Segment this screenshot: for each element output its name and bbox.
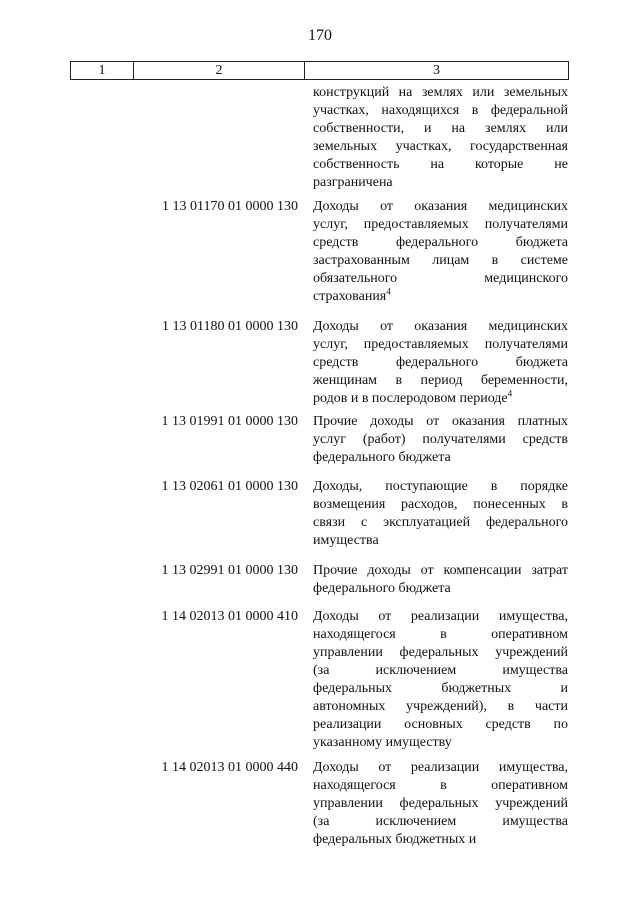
column-header-2: 2: [134, 62, 305, 80]
column-header-1: 1: [71, 62, 134, 80]
budget-code: 1 14 02013 01 0000 410: [161, 609, 298, 624]
description-line: земельных участках, государственная: [313, 139, 568, 154]
income-description: [313, 318, 568, 408]
description-line: федеральных бюджетных и: [313, 832, 477, 847]
description-line: связи с эксплуатацией федерального: [313, 515, 568, 530]
description-line: Доходы от реализации имущества,: [313, 609, 568, 624]
description-line: участках, находящихся в федеральной: [313, 103, 568, 118]
description-line: женщинам в период беременности,: [313, 373, 568, 388]
description-line: обязательного медицинского: [313, 271, 568, 286]
description-line: застрахованным лицам в системе: [313, 253, 568, 268]
column-header-table: [70, 61, 569, 80]
description-line: федерального бюджета: [313, 450, 451, 465]
description-line: Прочие доходы от оказания платных: [313, 414, 568, 429]
description-line: собственность на которые не: [313, 157, 568, 172]
description-line: Доходы, поступающие в порядке: [313, 479, 568, 494]
page-number: 170: [308, 27, 332, 44]
budget-code: 1 14 02013 01 0000 440: [161, 760, 298, 775]
description-line: автономных учреждений), в части: [313, 699, 568, 714]
description-line: указанному имуществу: [313, 735, 452, 750]
description-line: федеральных бюджетных и: [313, 681, 568, 696]
description-line: Доходы от реализации имущества,: [313, 760, 568, 775]
budget-code: 1 13 01180 01 0000 130: [162, 319, 298, 334]
column-header-3: 3: [305, 62, 569, 80]
budget-code: 1 13 02061 01 0000 130: [161, 479, 298, 494]
description-line: средств федерального бюджета: [313, 235, 568, 250]
description-line: разграничена: [313, 175, 393, 190]
description-line: находящегося в оперативном: [313, 627, 568, 642]
description-line: управлении федеральных учреждений: [313, 796, 568, 811]
income-description: [313, 413, 568, 467]
description-line: услуг, предоставляемых получателями: [313, 337, 568, 352]
income-description: [313, 198, 568, 306]
income-description: [313, 84, 568, 192]
footnote-marker: 4: [386, 286, 391, 297]
income-description: [313, 608, 568, 752]
description-line: услуг, предоставляемых получателями: [313, 217, 568, 232]
description-line: услуг (работ) получателями средств: [313, 432, 568, 447]
footnote-marker: 4: [507, 388, 513, 399]
description-line: возмещения расходов, понесенных в: [313, 497, 568, 512]
description-line: (за исключением имущества: [313, 814, 568, 829]
description-line: Доходы от оказания медицинских: [313, 199, 568, 214]
income-description: [313, 562, 568, 598]
description-line: конструкций на землях или земельных: [313, 85, 568, 100]
column-header-row: [71, 62, 569, 80]
description-line: находящегося в оперативном: [313, 778, 568, 793]
budget-code: 1 13 01991 01 0000 130: [161, 414, 298, 429]
budget-code: 1 13 02991 01 0000 130: [161, 563, 298, 578]
description-line: родов и в послеродовом периоде$^4$: [313, 388, 513, 406]
description-line: (за исключением имущества: [313, 663, 568, 678]
income-description: [313, 759, 568, 849]
description-line: Доходы от оказания медицинских: [313, 319, 568, 334]
description-line: федерального бюджета: [313, 581, 451, 596]
description-line: собственности, и на землях или: [313, 121, 568, 136]
description-line: Прочие доходы от компенсации затрат: [313, 563, 568, 578]
description-line: имущества: [313, 533, 379, 548]
description-line: средств федерального бюджета: [313, 355, 568, 370]
description-line: страхования$^4$: [313, 286, 391, 304]
income-description: [313, 478, 568, 550]
budget-code: 1 13 01170 01 0000 130: [162, 199, 298, 214]
description-line: реализации основных средств по: [313, 717, 568, 732]
description-line: управлении федеральных учреждений: [313, 645, 568, 660]
